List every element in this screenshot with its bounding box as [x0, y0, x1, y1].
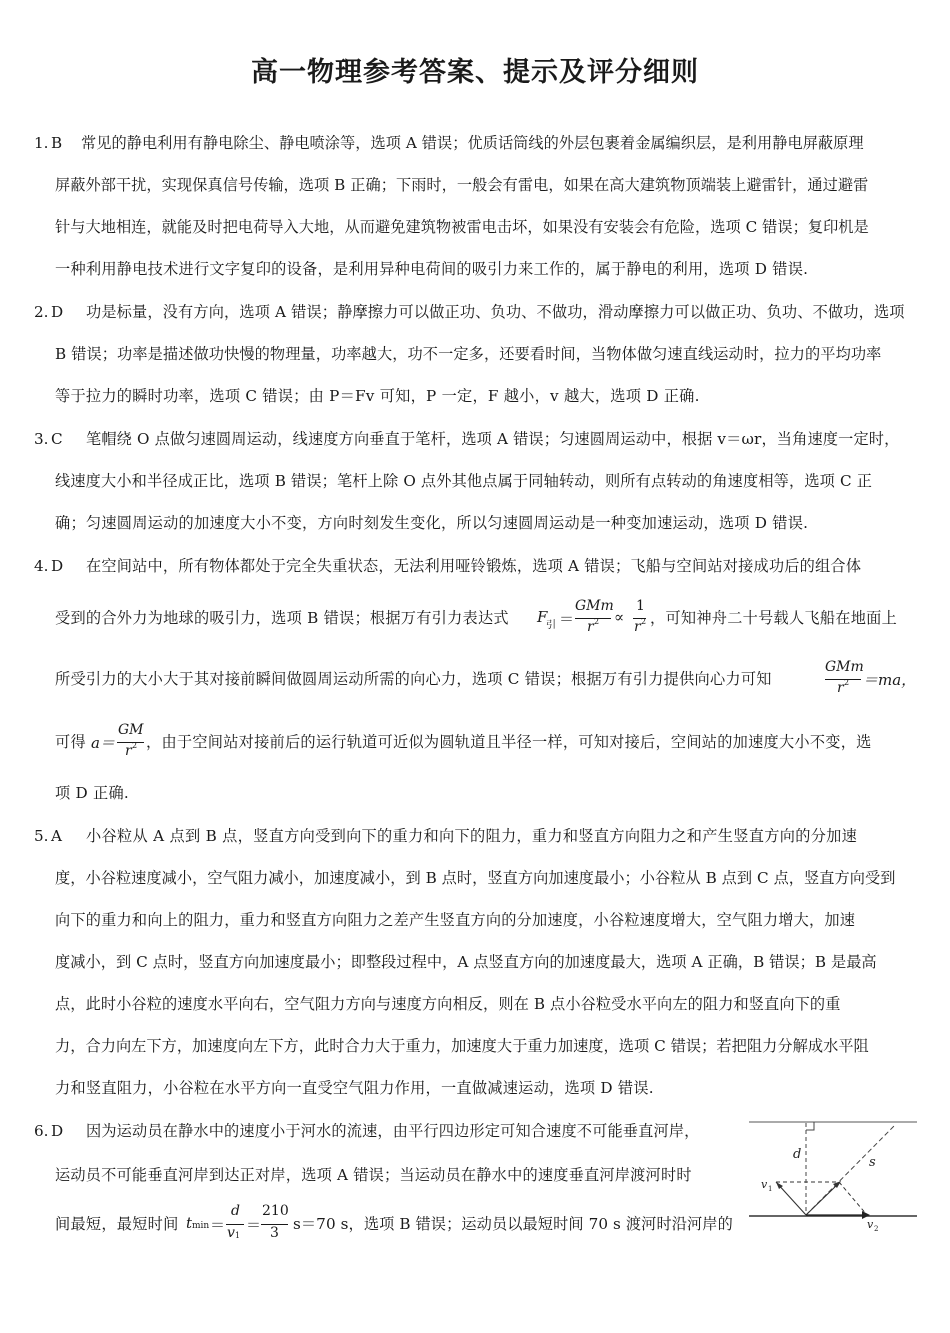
item-answer: A: [51, 827, 62, 845]
item-answer: D: [51, 303, 64, 321]
formula-symbol: 3: [270, 1225, 279, 1241]
label-v2: v: [867, 1218, 874, 1231]
formula-subscript: 1: [235, 1231, 241, 1240]
item-line: ，可知神舟二十号载人飞船在地面上: [650, 609, 897, 627]
formula-symbol: r: [837, 680, 844, 696]
formula-symbol: v: [227, 1225, 235, 1241]
item-answer: B: [51, 134, 63, 152]
formula-symbol: F: [537, 608, 548, 626]
formula-superscript: 2: [594, 617, 600, 626]
item-line: 在空间站中，所有物体都处于完全失重状态，无法利用哑铃锻炼，选项 A 错误；飞船与空间站对接成功后的组合体: [86, 557, 862, 575]
formula-symbol: a＝: [91, 734, 115, 752]
item-number: 2.: [34, 303, 49, 321]
formula-symbol: t: [186, 1214, 193, 1232]
formula-symbol: ＝: [210, 1216, 226, 1234]
formula-symbol: ＝: [559, 610, 575, 628]
formula-symbol: r: [634, 619, 641, 635]
item-line: 受到的合外力为地球的吸引力，选项 B 错误；根据万有引力表达式: [55, 609, 509, 627]
formula-symbol: d: [231, 1203, 240, 1219]
item-line: 一种利用静电技术进行文字复印的设备，是利用异种电荷间的吸引力来工作的，属于静电的利用，选项 D 错误.: [55, 260, 809, 278]
item-line: 度减小，到 C 点时，竖直方向加速度最小；即整段过程中，A 点竖直方向的加速度最大，选项 A 正确，B 错误；B 是最高: [55, 953, 877, 971]
item-line: 确；匀速圆周运动的加速度大小不变，方向时刻发生变化，所以匀速圆周运动是一种变加速运动，选项 D 错误.: [55, 514, 809, 532]
item-line: 所受引力的大小大于其对接前瞬间做圆周运动所需的向心力，选项 C 错误；根据万有引力提供向心力可知: [55, 670, 772, 688]
item-line: 力和竖直阻力，小谷粒在水平方向一直受空气阻力作用，一直做减速运动，选项 D 错误.: [55, 1079, 654, 1097]
item-line: 屏蔽外部干扰，实现保真信号传输，选项 B 正确；下雨时，一般会有雷电，如果在高大建筑物顶端装上避雷针，通过避雷: [55, 176, 869, 194]
item-line: 笔帽绕 O 点做匀速圆周运动，线速度方向垂直于笔杆，选项 A 错误；匀速圆周运动中，根据 v＝ωr，当角速度一定时，: [86, 430, 900, 448]
formula-symbol: 210: [262, 1203, 289, 1219]
item-line: 常见的静电利用有静电除尘、静电喷涂等，选项 A 错误；优质话筒线的外层包裹着金属编织层，是利用静电屏蔽原理: [81, 134, 864, 152]
formula-subscript: min: [192, 1221, 210, 1231]
item-line: ，由于空间站对接前后的运行轨道可近似为圆轨道且半径一样，可知对接后，空间站的加速度大小不变，选: [146, 733, 872, 751]
formula-subscript: 引: [546, 620, 556, 631]
item-line: 等于拉力的瞬时功率，选项 C 错误；由 P＝Fv 可知，P 一定，F 越小，v 越大，选项 D 正确.: [55, 387, 700, 405]
item-line: 小谷粒从 A 点到 B 点，竖直方向受到向下的重力和向下的阻力，重力和竖直方向阻力之和产生竖直方向的分加速: [86, 827, 858, 845]
formula-symbol: GMm: [825, 659, 864, 675]
item-line: 点，此时小谷粒的速度水平向右，空气阻力方向与速度方向相反，则在 B 点小谷粒受水平向左的阻力和竖直向下的重: [55, 995, 841, 1013]
item-answer: D: [51, 557, 64, 575]
item-number: 5.: [34, 827, 49, 845]
item-line: 功是标量，没有方向，选项 A 错误；静摩擦力可以做正功、负功、不做功，滑动摩擦力可以做正功、负功、不做功，选项: [86, 303, 905, 321]
label-s: s: [869, 1155, 876, 1170]
item-line: 针与大地相连，就能及时把电荷导入大地，从而避免建筑物被雷电击坏，如果没有安装会有危险，选项 C 错误；复印机是: [55, 218, 869, 236]
item-answer: D: [51, 1122, 64, 1140]
item-line: 运动员不可能垂直河岸到达正对岸，选项 A 错误；当运动员在静水中的速度垂直河岸渡河时时: [55, 1166, 692, 1184]
item-number: 1.: [34, 134, 49, 152]
item-line: 力，合力向左下方，加速度向左下方，此时合力大于重力，加速度大于重力加速度，选项 C 错误；若把阻力分解成水平阻: [55, 1037, 869, 1055]
formula-superscript: 2: [844, 678, 850, 687]
formula-symbol: ∝: [614, 608, 625, 626]
label-v1: v: [761, 1178, 768, 1191]
formula-symbol: ＝: [246, 1216, 262, 1234]
item-line: 因为运动员在静水中的速度小于河水的流速，由平行四边形定可知合速度不可能垂直河岸，: [86, 1122, 700, 1140]
item-line: 间最短，最短时间: [55, 1215, 179, 1233]
item-number: 6.: [34, 1122, 49, 1140]
item-line: B 错误；功率是描述做功快慢的物理量，功率越大，功不一定多，还要看时间，当物体做匀速直线运动时，拉力的平均功率: [55, 345, 882, 363]
item-line: 向下的重力和向上的阻力，重力和竖直方向阻力之差产生竖直方向的分加速度，小谷粒速度增大，空气阻力增大，加速: [55, 911, 856, 929]
item-answer: C: [51, 430, 63, 448]
formula-superscript: 2: [132, 741, 138, 750]
label-d: d: [793, 1147, 802, 1162]
formula-symbol: 1: [636, 598, 645, 614]
item-number: 3.: [34, 430, 49, 448]
label-v2-subscript: 2: [874, 1225, 879, 1232]
formula-symbol: r: [125, 743, 132, 759]
item-line: 项 D 正确.: [55, 784, 129, 802]
item-line: 线速度大小和半径成正比，选项 B 错误；笔杆上除 O 点外其他点属于同轴转动，则所有点转动的角速度相等，选项 C 正: [55, 472, 873, 490]
formula-symbol: ＝ma，: [863, 671, 917, 689]
formula-symbol: GMm: [575, 598, 614, 614]
item-line: 度，小谷粒速度减小，空气阻力减小，加速度减小，到 B 点时，竖直方向加速度最小；小谷粒从 B 点到 C 点，竖直方向受到: [55, 869, 896, 887]
item-line: s＝70 s，选项 B 错误；运动员以最短时间 70 s 渡河时沿河岸的: [293, 1215, 733, 1233]
formula-symbol: r: [587, 619, 594, 635]
formula-symbol: GM: [118, 722, 144, 738]
page-title: 高一物理参考答案、提示及评分细则: [251, 57, 699, 88]
formula-superscript: 2: [641, 617, 647, 626]
item-number: 4.: [34, 557, 49, 575]
label-v1-subscript: 1: [768, 1185, 773, 1193]
river-crossing-diagram: [749, 1120, 917, 1232]
item-line: 可得: [55, 733, 86, 751]
